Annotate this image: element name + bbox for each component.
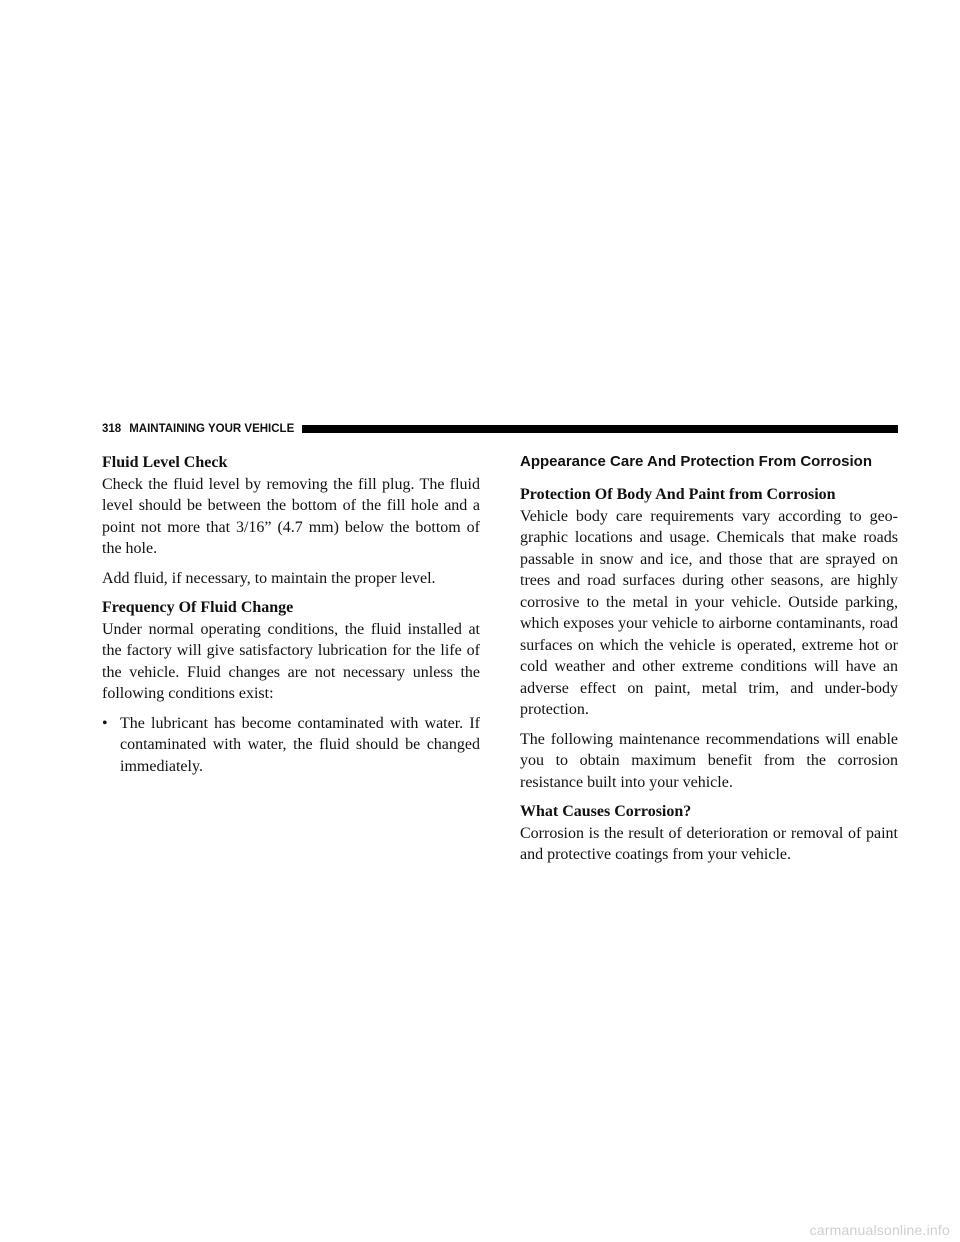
list-item [102, 713, 480, 778]
causes-heading: What Causes Corrosion? [520, 803, 692, 820]
causes-body: Corrosion is the result of deterioration or removal of paint and protective coatings from your vehicle. [520, 824, 898, 863]
add-fluid-paragraph: Add fluid, if necessary, to maintain the proper level. [102, 569, 436, 587]
page-header [102, 421, 898, 437]
recommendations-paragraph: The following maintenance recommendations will enable you to obtain maximum benefit from the corrosion resistance built into your vehicle. [520, 730, 898, 791]
section-heading: Appearance Care And Protection From Corrosion [520, 453, 873, 470]
protection-heading: Protection Of Body And Paint from Corrosion [520, 486, 836, 503]
frequency-body: Under normal operating conditions, the fluid installed at the factory will give satisfactory lubrication for the life of the vehicle. Fluid changes are not necessary unless the following conditions exist: [102, 620, 480, 702]
bullet-icon: • [102, 714, 108, 732]
watermark: carmanualsonline.info [809, 1222, 950, 1238]
bullet-text: The lubricant has become contaminated with water. If contaminated with water, the fluid should be changed immediately. [120, 714, 480, 775]
protection-body: Vehicle body care requirements vary according to geo-graphic locations and usage. Chemicals that make roads passable in snow and ice, and those that are sprayed on trees and road surfaces during other seasons, are highly corrosive to the metal in your vehicle. Outside parking, which exposes your vehicle to airborne contaminants, road surfaces on which the vehicle is operated, extreme hot or cold weather and other extreme conditions will have an adverse effect on paint, metal trim, and under-body protection. [520, 507, 898, 718]
frequency-heading: Frequency Of Fluid Change [102, 599, 294, 616]
fluid-level-check-body: Check the fluid level by removing the fill plug. The fluid level should be between the bottom of the fill hole and a point not more that 3/16” (4.7 mm) below the bottom of the hole. [102, 475, 480, 557]
fluid-level-check-heading: Fluid Level Check [102, 454, 228, 471]
section-title: MAINTAINING YOUR VEHICLE [129, 423, 295, 435]
page-number: 318 [102, 423, 122, 435]
header-rule [302, 425, 898, 433]
left-column [102, 452, 480, 785]
right-column [520, 452, 898, 874]
